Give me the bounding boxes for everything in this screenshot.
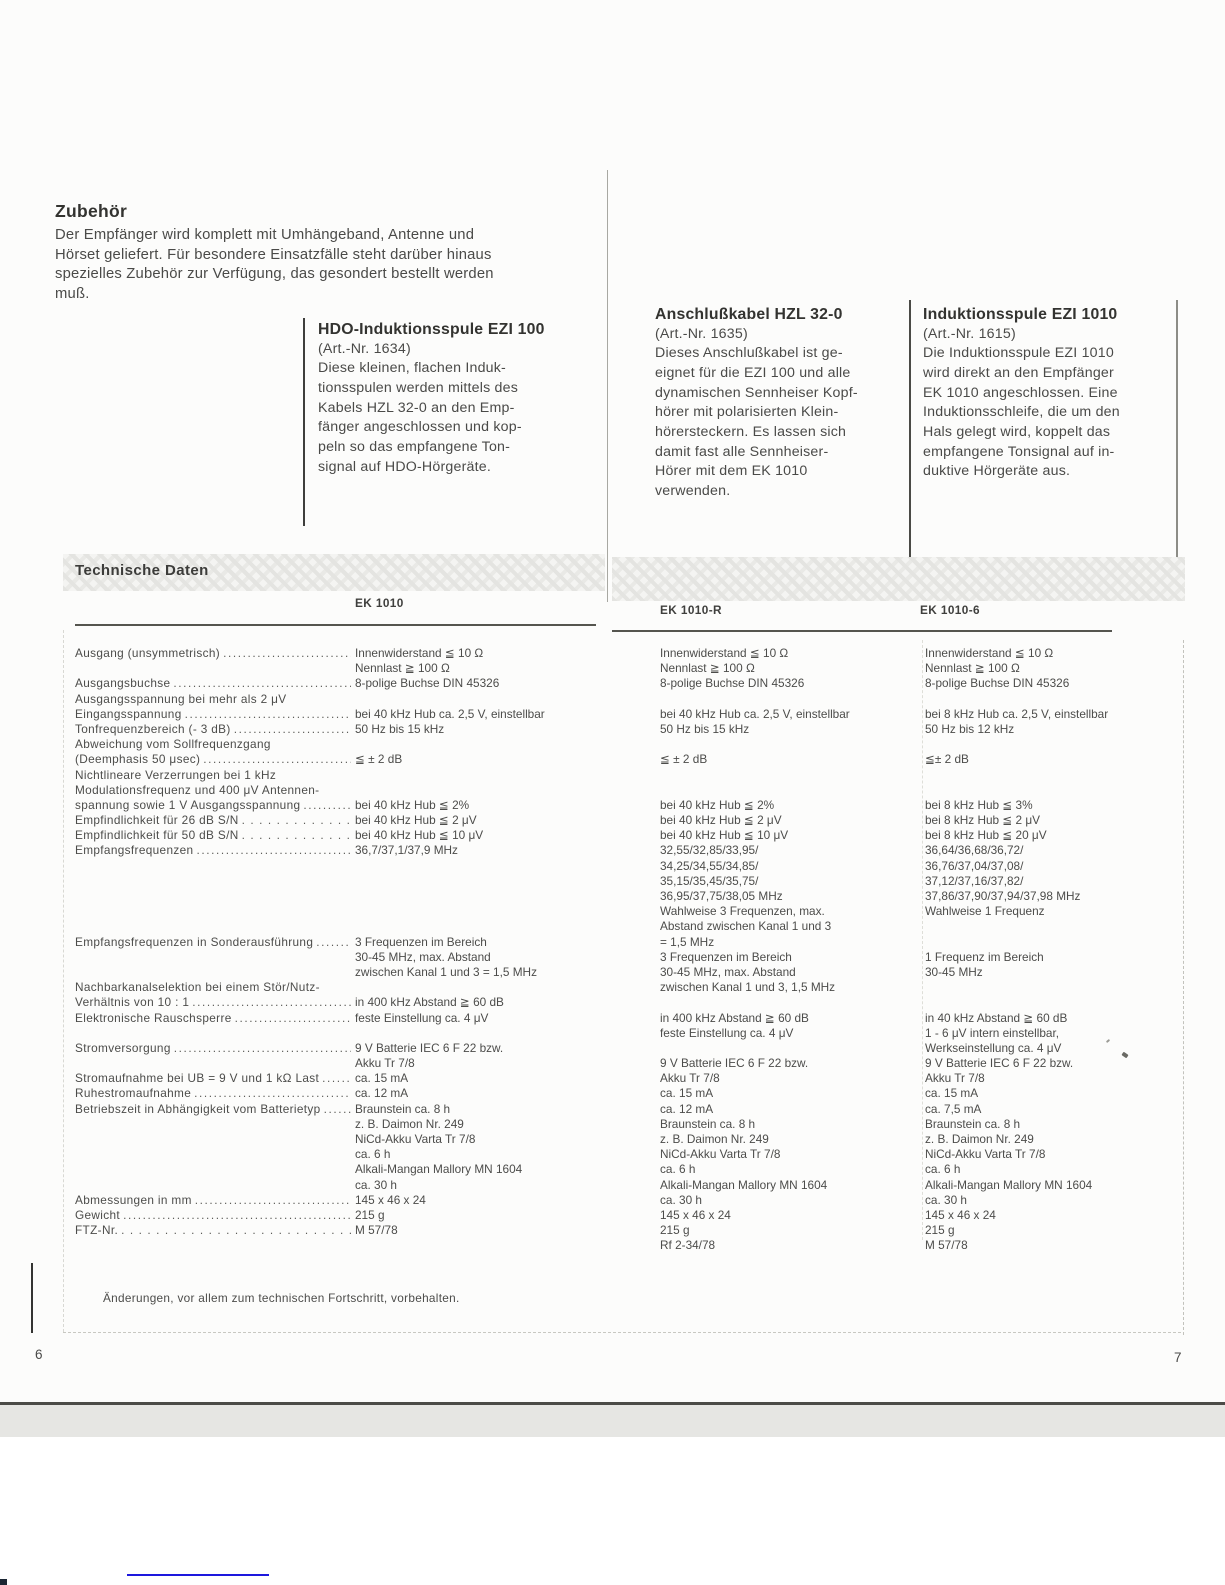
dot-leader (121, 1223, 351, 1238)
spec-row (75, 1208, 600, 1223)
spec-row (75, 768, 600, 783)
spec-value: 30-45 MHz, max. Abstand (355, 949, 491, 964)
spec-label: Empfindlichkeit für 26 dB S/N (75, 813, 239, 828)
text-line: 1 Frequenz im Bereich (925, 949, 1044, 964)
spec-row (75, 1071, 600, 1086)
spec-row (75, 646, 600, 661)
spec-label: spannung sowie 1 V Ausgangsspannung (75, 797, 301, 812)
spec-row (75, 1041, 600, 1056)
text-line: signal auf HDO-Hörgeräte. (318, 458, 491, 475)
text-line (660, 995, 850, 1010)
text-line: bei 8 kHz Hub ≦ 2 μV (925, 813, 1041, 828)
text-line: 9 V Batterie IEC 6 F 22 bzw. (925, 1056, 1074, 1071)
spec-row (75, 707, 600, 722)
product-col1-left-bar (303, 318, 305, 526)
dot-leader (194, 1086, 351, 1101)
spec-row (75, 919, 600, 934)
spec-label: Nachbarkanalselektion bei einem Stör/Nutz- (75, 980, 320, 995)
product-col-ezi100 (318, 320, 545, 477)
text-line: feste Einstellung ca. 4 μV (660, 1025, 794, 1040)
text-line: ca. 6 h (660, 1162, 696, 1177)
text-line: 36,95/37,75/38,05 MHz (660, 889, 783, 903)
spec-row (75, 813, 600, 828)
intro-paragraph (55, 226, 494, 304)
text-line: bei 40 kHz Hub ≦ 2 μV (660, 813, 782, 828)
spec-value: ca. 12 mA (355, 1086, 409, 1101)
text-line: Hals gelegt wird, koppelt das (923, 423, 1111, 440)
text-line: Wahlweise 3 Frequenzen, max. (660, 904, 825, 919)
text-line: Akku Tr 7/8 (660, 1071, 720, 1086)
spec-row (75, 843, 600, 858)
text-line: in 40 kHz Abstand ≧ 60 dB (925, 1010, 1068, 1025)
product-title: HDO-Induktionsspule EZI 100 (318, 321, 545, 338)
text-line (925, 935, 1108, 950)
text-line: 32,55/32,85/33,95/ (660, 843, 759, 858)
spec-value: bei 40 kHz Hub ≦ 2% (355, 797, 470, 812)
dot-leader (324, 1102, 351, 1117)
spec-label: Stromaufnahme bei UB = 9 V und 1 kΩ Last (75, 1071, 320, 1086)
text-line: bei 8 kHz Hub ≦ 3% (925, 797, 1033, 812)
spec-row (75, 1026, 600, 1041)
text-line: Akku Tr 7/8 (925, 1071, 985, 1086)
text-line: 8-polige Buchse DIN 45326 (925, 676, 1070, 691)
spec-label: Ruhestromaufnahme (75, 1086, 192, 1101)
text-line: NiCd-Akku Varta Tr 7/8 (660, 1147, 781, 1162)
spec-row (75, 1223, 600, 1238)
dot-leader (316, 935, 351, 950)
text-line (660, 783, 850, 798)
text-line (660, 1041, 850, 1056)
spec-row (75, 1147, 600, 1162)
product-col-hzl320 (655, 305, 858, 502)
right-margin-dash (1183, 640, 1184, 1335)
text-line (925, 692, 1108, 707)
spec-row (75, 692, 600, 707)
text-line: 37,86/37,90/37,94/37,98 MHz (925, 889, 1081, 903)
product-col3-left-bar (909, 300, 911, 596)
text-line: ca. 15 mA (660, 1086, 714, 1101)
spec-value: Akku Tr 7/8 (355, 1056, 415, 1071)
spec-value: bei 40 kHz Hub ca. 2,5 V, einstellbar (355, 706, 545, 721)
text-line: ca. 6 h (925, 1162, 961, 1177)
spec-value: 8-polige Buchse DIN 45326 (355, 676, 500, 691)
text-line: 145 x 46 x 24 (660, 1207, 731, 1222)
spec-label: Ausgangsspannung bei mehr als 2 μV (75, 691, 287, 706)
text-line (925, 768, 1108, 783)
text-line: 36,76/37,04/37,08/ (925, 858, 1024, 873)
text-line: Innenwiderstand ≦ 10 Ω (925, 646, 1054, 660)
text-line: zwischen Kanal 1 und 3, 1,5 MHz (660, 980, 836, 995)
tech-section-title: Technische Daten (75, 562, 209, 579)
spec-row (75, 980, 600, 995)
text-line: Rf 2-34/78 (660, 1238, 716, 1253)
text-line: = 1,5 MHz (660, 934, 715, 949)
spec-label: Eingangsspannung (75, 706, 182, 721)
text-line (660, 768, 850, 783)
center-gutter-line (607, 170, 608, 602)
spec-label: Verhältnis von 10 : 1 (75, 995, 190, 1010)
text-line: ca. 30 h (925, 1192, 967, 1207)
header-rule-left (75, 624, 596, 626)
spec-value: ca. 15 mA (355, 1071, 409, 1086)
spec-row (75, 1056, 600, 1071)
dot-leader (303, 798, 351, 813)
product-artno: (Art.-Nr. 1634) (318, 340, 411, 357)
spec-label: Gewicht (75, 1207, 121, 1222)
spec-label: Empfangsfrequenzen in Sonderausführung (75, 934, 314, 949)
spec-value: bei 40 kHz Hub ≦ 2 μV (355, 813, 477, 828)
spec-row (75, 1011, 600, 1026)
spec-label: (Deemphasis 50 μsec) (75, 752, 201, 767)
text-line: Braunstein ca. 8 h (660, 1116, 756, 1131)
spec-label: Stromversorgung (75, 1040, 171, 1055)
right-fold-line (1176, 300, 1178, 592)
text-line: in 400 kHz Abstand ≧ 60 dB (660, 1010, 809, 1025)
spec-label: Ausgang (unsymmetrisch) (75, 646, 221, 660)
text-line: bei 8 kHz Hub ca. 2,5 V, einstellbar (925, 706, 1109, 721)
product-artno: (Art.-Nr. 1635) (655, 325, 748, 342)
spec-label: Ausgangsbuchse (75, 676, 171, 691)
text-line: 50 Hz bis 12 kHz (925, 721, 1015, 736)
product-body (655, 344, 858, 502)
page-number-right: 7 (1174, 1350, 1182, 1365)
spec-label: Tonfrequenzbereich (- 3 dB) (75, 721, 231, 736)
spec-row (75, 1193, 600, 1208)
spec-row (75, 889, 600, 904)
text-line: bei 40 kHz Hub ≦ 10 μV (660, 828, 789, 843)
spec-row (75, 783, 600, 798)
tech-band-right (612, 557, 1185, 601)
spec-label: Abmessungen in mm (75, 1192, 192, 1207)
spec-table-ek1010 (75, 646, 600, 1238)
dot-leader (223, 646, 351, 661)
mid-margin-dash (922, 640, 923, 1240)
text-line (925, 919, 1108, 934)
text-line: tionsspulen werden mittels des (318, 379, 518, 396)
spec-column-ek10106 (925, 646, 1108, 1254)
dot-leader (192, 995, 351, 1010)
column-header-ek1010r: EK 1010-R (660, 603, 722, 617)
text-line: 1 - 6 μV intern einstellbar, (925, 1025, 1060, 1040)
text-line: duktive Hörgeräte aus. (923, 463, 1071, 480)
text-line: wird direkt an den Empfänger (923, 364, 1114, 381)
text-line: Hörset geliefert. Für besondere Einsatzfälle steht darüber hinaus (55, 246, 492, 263)
text-line: muß. (55, 285, 90, 302)
spec-label: FTZ-Nr. (75, 1223, 119, 1238)
text-line: Induktionsschleife, die um den (923, 404, 1120, 421)
spec-value: 3 Frequenzen im Bereich (355, 934, 487, 949)
text-line: Wahlweise 1 Frequenz (925, 904, 1045, 919)
spec-label: Abweichung vom Sollfrequenzgang (75, 737, 271, 752)
spec-row (75, 965, 600, 980)
product-title: Anschlußkabel HZL 32-0 (655, 306, 843, 323)
text-line: bei 40 kHz Hub ≦ 2% (660, 797, 775, 812)
spec-row (75, 1086, 600, 1101)
text-line: 35,15/35,45/35,75/ (660, 873, 759, 888)
spec-value: 9 V Batterie IEC 6 F 22 bzw. (355, 1040, 504, 1055)
text-line: Die Induktionsspule EZI 1010 (923, 345, 1114, 362)
text-line: Dieses Anschlußkabel ist ge- (655, 345, 843, 362)
dot-leader (196, 843, 351, 858)
spec-row (75, 1117, 600, 1132)
product-artno: (Art.-Nr. 1615) (923, 325, 1016, 342)
text-line (925, 737, 1108, 752)
text-line: Kabels HZL 32-0 an den Emp- (318, 399, 515, 416)
text-line: fänger angeschlossen und kop- (318, 419, 522, 436)
text-line: 50 Hz bis 15 kHz (660, 721, 750, 736)
dot-leader (195, 1193, 351, 1208)
spec-value: 215 g (355, 1207, 385, 1222)
spec-value: in 400 kHz Abstand ≧ 60 dB (355, 995, 504, 1010)
text-line: ≦± 2 dB (925, 752, 969, 767)
spec-label: Elektronische Rauschsperre (75, 1010, 232, 1025)
text-line: 3 Frequenzen im Bereich (660, 949, 792, 964)
text-line: 215 g (660, 1223, 690, 1238)
spec-row (75, 722, 600, 737)
text-line (925, 995, 1108, 1010)
text-line: 34,25/34,55/34,85/ (660, 858, 759, 873)
text-line: spezielles Zubehör zur Verfügung, das gesondert bestellt werden (55, 266, 494, 283)
text-line: Braunstein ca. 8 h (925, 1116, 1021, 1131)
text-line: Alkali-Mangan Mallory MN 1604 (660, 1177, 828, 1192)
left-margin-dash (63, 630, 64, 1332)
tech-band-left (63, 554, 605, 591)
text-line: Diese kleinen, flachen Induk- (318, 360, 506, 377)
column-header-ek1010: EK 1010 (355, 596, 404, 610)
spec-value: ca. 6 h (355, 1147, 391, 1162)
text-line: 30-45 MHz, max. Abstand (660, 964, 796, 979)
spec-value: Alkali-Mangan Mallory MN 1604 (355, 1162, 523, 1177)
spec-row (75, 737, 600, 752)
text-line: z. B. Daimon Nr. 249 (660, 1132, 769, 1146)
text-line: empfangene Tonsignal auf in- (923, 443, 1115, 460)
spec-value: Innenwiderstand ≦ 10 Ω (355, 646, 484, 660)
text-line: ca. 30 h (660, 1192, 702, 1207)
spec-row (75, 676, 600, 691)
text-line (660, 692, 850, 707)
text-line: 9 V Batterie IEC 6 F 22 bzw. (660, 1056, 809, 1071)
text-line: 30-45 MHz (925, 964, 983, 979)
text-line: ca. 7,5 mA (925, 1101, 982, 1116)
spec-label: Empfindlichkeit für 50 dB S/N (75, 828, 239, 843)
text-line: z. B. Daimon Nr. 249 (925, 1132, 1034, 1146)
text-line: 215 g (925, 1223, 955, 1238)
text-line: dynamischen Sennheiser Kopf- (655, 384, 858, 401)
text-line: ca. 15 mA (925, 1086, 979, 1101)
text-line: 37,12/37,16/37,82/ (925, 873, 1024, 888)
dot-leader (322, 1071, 351, 1086)
section-title-zubehoer: Zubehör (55, 201, 128, 221)
text-line: Innenwiderstand ≦ 10 Ω (660, 646, 789, 660)
spec-label: Empfangsfrequenzen (75, 843, 194, 858)
change-reservation-note: Änderungen, vor allem zum technischen Fortschritt, vorbehalten. (103, 1291, 460, 1305)
product-body (318, 359, 545, 477)
spec-label: Betriebszeit in Abhängigkeit vom Batterietyp (75, 1101, 321, 1116)
spec-row (75, 950, 600, 965)
spec-row (75, 904, 600, 919)
text-line: 145 x 46 x 24 (925, 1207, 996, 1222)
text-line: ≦ ± 2 dB (660, 752, 708, 767)
text-line: verwenden. (655, 483, 731, 499)
spec-value: ≦ ± 2 dB (355, 752, 403, 767)
text-line: NiCd-Akku Varta Tr 7/8 (925, 1147, 1046, 1162)
text-line: Alkali-Mangan Mallory MN 1604 (925, 1177, 1093, 1192)
scan-shadow-band (0, 1405, 1225, 1437)
spec-row (75, 1178, 600, 1193)
dot-leader (174, 1041, 351, 1056)
text-line: Abstand zwischen Kanal 1 und 3 (660, 919, 832, 934)
page-number-left: 6 (35, 1347, 43, 1362)
text-line: eignet für die EZI 100 und alle (655, 364, 851, 381)
dot-leader (203, 752, 351, 767)
spec-row (75, 828, 600, 843)
left-crop-tick (31, 1263, 33, 1333)
text-line: bei 40 kHz Hub ca. 2,5 V, einstellbar (660, 706, 850, 721)
spec-value: Nennlast ≧ 100 Ω (355, 661, 450, 676)
spec-row (75, 935, 600, 950)
spec-value: feste Einstellung ca. 4 μV (355, 1010, 489, 1025)
spec-value: 36,7/37,1/37,9 MHz (355, 843, 458, 858)
text-line: 8-polige Buchse DIN 45326 (660, 676, 805, 691)
dot-leader (242, 828, 351, 843)
text-line: Der Empfänger wird komplett mit Umhängeband, Antenne und (55, 227, 475, 243)
text-line (925, 783, 1108, 798)
text-line: ca. 12 mA (660, 1101, 714, 1116)
dot-leader (242, 813, 351, 828)
text-line (925, 980, 1108, 995)
spec-value: Braunstein ca. 8 h (355, 1101, 451, 1116)
product-title: Induktionsspule EZI 1010 (923, 306, 1118, 323)
text-line: peln so das empfangene Ton- (318, 438, 511, 455)
text-line: Werkseinstellung ca. 4 μV (925, 1040, 1062, 1055)
spec-value: NiCd-Akku Varta Tr 7/8 (355, 1132, 476, 1146)
product-body (923, 344, 1120, 482)
dot-leader (235, 1011, 351, 1026)
spec-value: bei 40 kHz Hub ≦ 10 μV (355, 828, 484, 843)
spec-row (75, 1162, 600, 1177)
text-line: hörersteckern. Es lassen sich (655, 423, 847, 440)
spec-row (75, 874, 600, 889)
dot-leader (123, 1208, 351, 1223)
text-line: bei 8 kHz Hub ≦ 20 μV (925, 828, 1047, 843)
text-line (660, 737, 850, 752)
text-line: hörer mit polarisierten Klein- (655, 404, 839, 421)
spec-row (75, 995, 600, 1010)
blue-underline-mark (127, 1574, 269, 1576)
text-line: Nennlast ≧ 100 Ω (660, 661, 755, 676)
dot-leader (234, 722, 351, 737)
text-line: Nennlast ≧ 100 Ω (925, 661, 1020, 676)
spec-row (75, 1102, 600, 1117)
spec-row (75, 661, 600, 676)
product-col-ezi1010 (923, 305, 1120, 482)
spec-value: z. B. Daimon Nr. 249 (355, 1116, 464, 1131)
footer-dash-line (63, 1332, 1181, 1333)
spec-row (75, 752, 600, 767)
spec-value: zwischen Kanal 1 und 3 = 1,5 MHz (355, 964, 537, 979)
text-line: Hörer mit dem EK 1010 (655, 463, 808, 480)
text-line: damit fast alle Sennheiser- (655, 443, 829, 460)
text-line: 36,64/36,68/36,72/ (925, 843, 1024, 858)
spec-value: 145 x 46 x 24 (355, 1192, 426, 1207)
spec-column-ek1010r (660, 646, 850, 1254)
text-line: M 57/78 (925, 1238, 968, 1253)
header-rule-right (612, 630, 1112, 632)
corner-artifact (0, 1579, 7, 1585)
spec-value: ca. 30 h (355, 1177, 397, 1192)
column-header-ek10106: EK 1010-6 (920, 603, 980, 617)
spec-label: Nichtlineare Verzerrungen bei 1 kHz (75, 767, 277, 782)
dot-leader (173, 676, 351, 691)
spec-value: M 57/78 (355, 1223, 398, 1238)
spec-value: 50 Hz bis 15 kHz (355, 721, 445, 736)
text-line: EK 1010 angeschlossen. Eine (923, 384, 1118, 401)
spec-row (75, 798, 600, 813)
spec-row (75, 1132, 600, 1147)
spec-label: Modulationsfrequenz und 400 μV Antennen- (75, 782, 320, 797)
dot-leader (185, 707, 351, 722)
spec-row (75, 859, 600, 874)
